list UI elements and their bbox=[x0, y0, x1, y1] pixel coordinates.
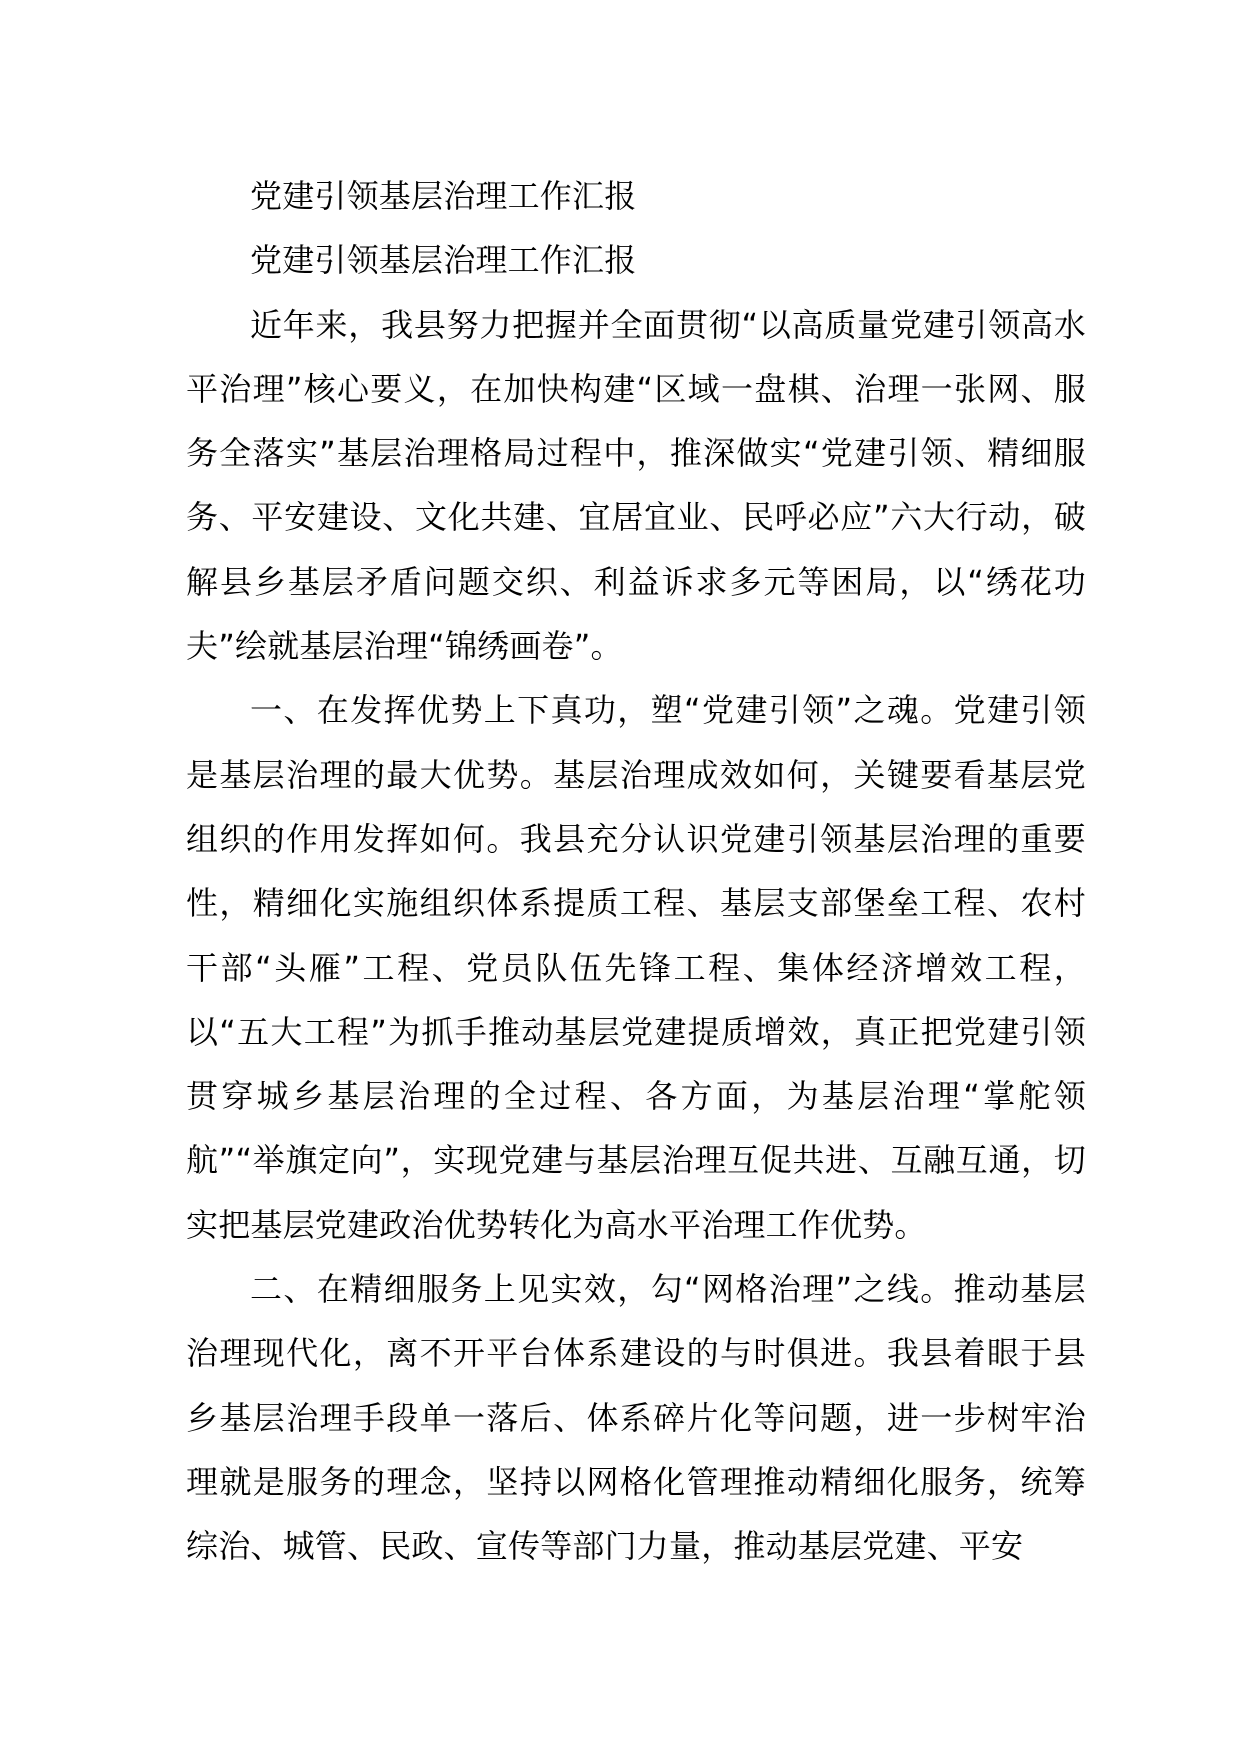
paragraph-section-one: 一、在发挥优势上下真功，塑“党建引领”之魂。党建引领是基层治理的最大优势。基层治理成效如何，关键要看基层党组织的作用发挥如何。我县充分认识党建引领基层治理的重要性，精细化实施组织体系提质工程、基层支部堡垒工程、农村干部“头雁”工程、党员队伍先锋工程、集体经济增效工程，以“五大工程”为抓手推动基层党建提质增效，真正把党建引领贯穿城乡基层治理的全过程、各方面，为基层治理“掌舵领航”“举旗定向”，实现党建与基层治理互促共进、互融互通，切实把基层党建政治优势转化为高水平治理工作优势。 bbox=[186, 691, 1086, 1244]
paragraph-intro: 近年来，我县努力把握并全面贯彻“以高质量党建引领高水平治理”核心要义，在加快构建“区域一盘棋、治理一张网、服务全落实”基层治理格局过程中，推深做实“党建引领、精细服务、平安建设、文化共建、宜居宜业、民呼必应”六大行动，破解县乡基层矛盾问题交织、利益诉求多元等困局，以“绣花功夫”绘就基层治理“锦绣画卷”。 bbox=[186, 305, 1086, 666]
document-subtitle: 党建引领基层治理工作汇报 bbox=[250, 241, 637, 280]
document-body bbox=[186, 164, 1086, 1579]
document-title: 党建引领基层治理工作汇报 bbox=[250, 177, 637, 215]
paragraph-section-two: 二、在精细服务上见实效，勾“网格治理”之线。推动基层治理现代化，离不开平台体系建设的与时俱进。我县着眼于县乡基层治理手段单一落后、体系碎片化等问题，进一步树牢治理就是服务的理念，坚持以网格化管理推动精细化服务，统筹综治、城管、民政、宣传等部门力量，推动基层党建、平安 bbox=[186, 1270, 1086, 1566]
